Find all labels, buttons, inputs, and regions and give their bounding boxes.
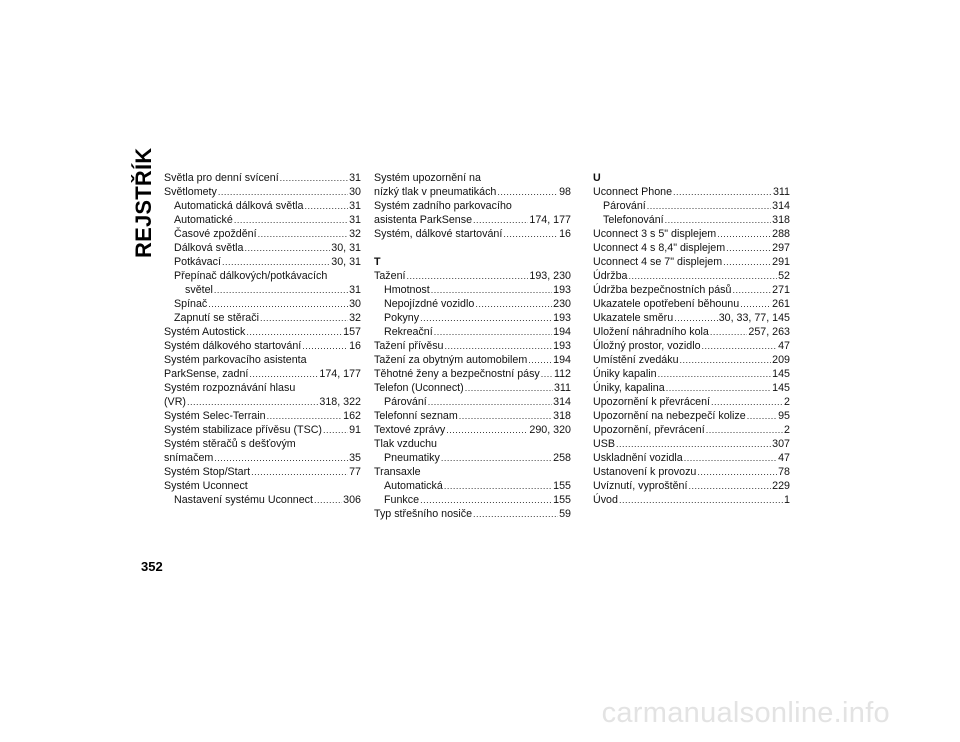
index-entry [593, 311, 790, 325]
index-entry-term: Upozornění na nebezpečí kolize [593, 410, 746, 422]
index-entry-term: Ukazatele opotřebení běhounu [593, 298, 740, 310]
index-entry [593, 227, 790, 241]
index-entry-term: Rekreační [384, 326, 433, 338]
index-entry [593, 269, 790, 283]
index-entry-pages: 77 [349, 466, 361, 478]
dot-leader [684, 451, 777, 465]
index-entry [593, 423, 790, 437]
index-entry-pages: 32 [349, 312, 361, 324]
dot-leader [302, 339, 348, 353]
index-entry-term: Textové zprávy [374, 424, 446, 436]
index-entry [164, 423, 361, 437]
index-entry [374, 227, 571, 241]
dot-leader [503, 227, 558, 241]
dot-leader [234, 213, 348, 227]
index-entry-term: Světla pro denní svícení [164, 172, 279, 184]
index-entry-pages: 258 [553, 452, 571, 464]
index-entry-term: Systém, dálkové startování [374, 228, 503, 240]
index-entry [593, 297, 790, 311]
index-entry-pages: 47 [778, 452, 790, 464]
index-entry [593, 381, 790, 395]
index-entry [374, 381, 571, 395]
index-entry [593, 451, 790, 465]
index-entry-term: Pneumatiky [384, 452, 440, 464]
index-entry [164, 199, 361, 213]
index-entry [593, 283, 790, 297]
index-entry-pages: 95 [778, 410, 790, 422]
index-entry-pages: 290, 320 [529, 424, 571, 436]
index-entry-term: Nastavení systému Uconnect [174, 494, 314, 506]
dot-leader [208, 297, 348, 311]
index-entry-pages: 31 [349, 284, 361, 296]
index-entry-pages: 193, 230 [529, 270, 571, 282]
index-entry-term: Automatické [174, 214, 233, 226]
dot-leader [541, 367, 553, 381]
index-entry-pages: 32 [349, 228, 361, 240]
index-entry-pages: 306 [343, 494, 361, 506]
section-side-title: REJSTŘÍK [131, 147, 156, 258]
index-entry-term: Uskladnění vozidla [593, 452, 683, 464]
watermark: carmanualsonline.info [601, 697, 890, 729]
index-entry-pages: 31 [349, 214, 361, 226]
index-entry-term: Systém Autostick [164, 326, 246, 338]
dot-leader [305, 199, 349, 213]
index-entry [374, 353, 571, 367]
index-entry-pages: 311 [553, 382, 571, 394]
dot-leader [246, 325, 342, 339]
index-entry-pages: 91 [349, 424, 361, 436]
dot-leader [258, 227, 349, 241]
index-entry [593, 409, 790, 423]
index-entry-pages: 31 [349, 200, 361, 212]
index-entry-term: Úniky kapalin [593, 368, 657, 380]
index-entry [374, 185, 571, 199]
index-entry-term: Úvod [593, 494, 618, 506]
dot-leader [706, 423, 783, 437]
dot-leader [420, 493, 552, 507]
index-entry [374, 479, 571, 493]
dot-leader [497, 185, 558, 199]
dot-leader [628, 269, 777, 283]
index-entry [593, 479, 790, 493]
dot-leader [434, 325, 552, 339]
dot-leader [711, 395, 783, 409]
index-entry-term: Systém dálkového startování [164, 340, 302, 352]
index-entry-pages: 174, 177 [529, 214, 571, 226]
index-entry [374, 311, 571, 325]
dot-leader [473, 507, 558, 521]
index-entry [374, 423, 571, 437]
index-entry-term: světel [185, 284, 213, 296]
dot-leader [428, 395, 552, 409]
index-entry-term: asistenta ParkSense [374, 214, 473, 226]
index-entry-term: Upozornění k převrácení [593, 396, 711, 408]
index-entry-term: Úniky, kapalina [593, 382, 665, 394]
dot-leader [528, 353, 552, 367]
index-entry-term: Systém stabilizace přívěsu (TSC) [164, 424, 322, 436]
index-entry-term: Nepojízdné vozidlo [384, 298, 475, 310]
dot-leader [431, 283, 552, 297]
dot-leader [680, 353, 772, 367]
index-entry-pages: 318 [553, 410, 571, 422]
index-entry-term: Upozornění, převrácení [593, 424, 705, 436]
index-column-1 [164, 171, 361, 507]
dot-leader [475, 297, 552, 311]
index-entry-term: Automatická [384, 480, 443, 492]
dot-leader [249, 367, 318, 381]
dot-leader [214, 283, 348, 297]
index-entry-pages: 162 [343, 410, 361, 422]
dot-leader [323, 423, 348, 437]
dot-leader [658, 367, 772, 381]
index-entry-term: Časové zpoždění [174, 228, 257, 240]
index-entry-term: Spínač [174, 298, 208, 310]
index-entry-pages: 194 [553, 326, 571, 338]
index-entry-term: Uconnect Phone [593, 186, 673, 198]
dot-leader [647, 199, 771, 213]
index-entry-term: Telefonování [603, 214, 664, 226]
index-entry [374, 339, 571, 353]
index-entry-pages: 291 [772, 256, 790, 268]
index-entry-term: Potkávací [174, 256, 221, 268]
index-entry-term: Telefonní seznam [374, 410, 458, 422]
index-entry-term: Tažení přívěsu [374, 340, 444, 352]
dot-leader [441, 451, 552, 465]
index-entry-term: Uconnect 3 s 5" displejem [593, 228, 717, 240]
index-entry [164, 297, 361, 311]
index-entry-pages: 16 [349, 340, 361, 352]
index-entry [374, 269, 571, 283]
index-entry-term: Uložení náhradního kola [593, 326, 709, 338]
index-entry [374, 493, 571, 507]
index-entry [374, 507, 571, 521]
index-entry-pages: 297 [772, 242, 790, 254]
index-entry-pages: 1 [784, 494, 790, 506]
index-entry [164, 367, 361, 381]
dot-leader [218, 185, 348, 199]
index-entry [164, 339, 361, 353]
index-entry-text-line: Přepínač dálkových/potkávacích [174, 270, 328, 282]
dot-leader [446, 423, 528, 437]
index-entry [374, 451, 571, 465]
index-entry-pages: 112 [553, 368, 571, 380]
index-entry-pages: 155 [553, 480, 571, 492]
index-entry-term: nízký tlak v pneumatikách [374, 186, 497, 198]
index-entry [593, 325, 790, 339]
dot-leader [723, 255, 771, 269]
dot-leader [616, 437, 771, 451]
index-entry-term: Hmotnost [384, 284, 430, 296]
dot-leader [740, 297, 771, 311]
dot-leader [697, 465, 777, 479]
index-entry [593, 255, 790, 269]
dot-leader [245, 241, 331, 255]
index-entry-term: Světlomety [164, 186, 217, 198]
index-entry [593, 353, 790, 367]
index-entry [164, 185, 361, 199]
index-entry [164, 171, 361, 185]
index-entry-pages: 98 [559, 186, 571, 198]
dot-leader [314, 493, 342, 507]
index-entry-term: Párování [384, 396, 427, 408]
dot-leader [445, 339, 553, 353]
index-entry-pages: 30, 33, 77, 145 [718, 312, 790, 324]
index-entry [374, 297, 571, 311]
index-entry-term: snímačem [164, 452, 214, 464]
index-entry-text-line: Systém stěračů s dešťovým [164, 438, 296, 450]
dot-leader [267, 409, 343, 423]
index-entry [164, 493, 361, 507]
index-entry-term: Funkce [384, 494, 420, 506]
dot-leader [688, 479, 771, 493]
dot-leader [673, 185, 772, 199]
dot-leader [665, 213, 772, 227]
index-entry-pages: 2 [784, 424, 790, 436]
index-letter-heading: T [374, 256, 381, 268]
index-entry-term: Systém Selec-Terrain [164, 410, 266, 422]
index-entry-term: Zapnutí se stěrači [174, 312, 259, 324]
index-entry-pages: 155 [553, 494, 571, 506]
index-entry [593, 199, 790, 213]
index-entry-term: Ustanovení k provozu [593, 466, 697, 478]
index-entry-term: (VR) [164, 396, 186, 408]
index-letter-heading: U [593, 172, 601, 184]
index-entry-pages: 174, 177 [319, 368, 361, 380]
index-entry-pages: 194 [553, 354, 571, 366]
dot-leader [473, 213, 528, 227]
index-entry [593, 437, 790, 451]
dot-leader [702, 339, 778, 353]
index-entry-text-line: Systém zadního parkovacího [374, 200, 512, 212]
index-entry-pages: 314 [772, 200, 790, 212]
index-entry-pages: 314 [553, 396, 571, 408]
index-entry-term: Ukazatele směru [593, 312, 674, 324]
dot-leader [666, 381, 771, 395]
index-entry-pages: 318, 322 [319, 396, 361, 408]
index-entry-term: Umístění zvedáku [593, 354, 679, 366]
dot-leader [726, 241, 771, 255]
index-entry-pages: 35 [349, 452, 361, 464]
index-entry-pages: 157 [343, 326, 361, 338]
index-entry-pages: 261 [772, 298, 790, 310]
index-entry-pages: 16 [559, 228, 571, 240]
dot-leader [717, 227, 771, 241]
index-entry-pages: 311 [772, 186, 790, 198]
index-entry-pages: 271 [772, 284, 790, 296]
index-entry-term: Párování [603, 200, 646, 212]
index-entry-pages: 78 [778, 466, 790, 478]
index-entry-term: Údržba [593, 270, 628, 282]
dot-leader [747, 409, 777, 423]
dot-leader [251, 465, 348, 479]
index-entry-text-line: Transaxle [374, 466, 421, 478]
index-entry-term: Systém Stop/Start [164, 466, 251, 478]
index-entry [164, 213, 361, 227]
index-entry-text-line: Systém Uconnect [164, 480, 248, 492]
index-entry-term: USB [593, 438, 615, 450]
index-entry-term: Úložný prostor, vozidlo [593, 340, 701, 352]
index-entry-pages: 193 [553, 312, 571, 324]
index-entry [374, 409, 571, 423]
index-entry [374, 395, 571, 409]
index-entry-term: ParkSense, zadní [164, 368, 249, 380]
index-entry [593, 493, 790, 507]
dot-leader [214, 451, 348, 465]
index-entry-term: Pokyny [384, 312, 420, 324]
dot-leader [260, 311, 348, 325]
index-entry [374, 213, 571, 227]
index-entry [164, 241, 361, 255]
index-entry-pages: 257, 263 [748, 326, 790, 338]
index-entry-pages: 145 [772, 382, 790, 394]
index-gap [374, 241, 571, 255]
index-entry-pages: 209 [772, 354, 790, 366]
index-entry [593, 185, 790, 199]
index-entry-pages: 229 [772, 480, 790, 492]
page-number: 352 [141, 559, 163, 574]
index-entry [164, 451, 361, 465]
index-entry [593, 241, 790, 255]
index-entry-term: Dálková světla [174, 242, 244, 254]
index-entry-text-line: Systém parkovacího asistenta [164, 354, 307, 366]
index-entry [164, 227, 361, 241]
index-entry-term: Automatická dálková světla [174, 200, 304, 212]
index-entry [374, 283, 571, 297]
index-entry [593, 465, 790, 479]
index-entry-pages: 145 [772, 368, 790, 380]
index-entry-pages: 193 [553, 340, 571, 352]
index-entry-pages: 193 [553, 284, 571, 296]
index-entry [593, 395, 790, 409]
index-entry-pages: 30 [349, 186, 361, 198]
index-column-3 [593, 171, 790, 507]
index-entry [374, 325, 571, 339]
dot-leader [420, 311, 552, 325]
index-entry-text-line: Systém rozpoznávání hlasu [164, 382, 296, 394]
dot-leader [187, 395, 318, 409]
dot-leader [280, 171, 348, 185]
dot-leader [674, 311, 717, 325]
index-entry [593, 213, 790, 227]
dot-leader [459, 409, 552, 423]
index-entry-pages: 318 [772, 214, 790, 226]
index-entry-text-line: Systém upozornění na [374, 172, 481, 184]
dot-leader [732, 283, 771, 297]
index-entry [164, 465, 361, 479]
index-entry-term: Uconnect 4 s 8,4" displejem [593, 242, 726, 254]
dot-leader [465, 381, 553, 395]
index-entry-term: Typ střešního nosiče [374, 508, 473, 520]
index-entry [164, 325, 361, 339]
index-entry-pages: 30, 31 [331, 242, 361, 254]
index-entry [593, 367, 790, 381]
dot-leader [407, 269, 529, 283]
index-entry-term: Uvíznutí, vyproštění [593, 480, 688, 492]
index-entry-text-line: Tlak vzduchu [374, 438, 437, 450]
dot-leader [710, 325, 748, 339]
dot-leader [222, 255, 330, 269]
index-entry-term: Uconnect 4 se 7" displejem [593, 256, 723, 268]
index-entry-term: Tažení za obytným automobilem [374, 354, 528, 366]
index-entry [164, 409, 361, 423]
index-column-2 [374, 171, 571, 521]
index-entry-pages: 307 [772, 438, 790, 450]
index-entry [593, 339, 790, 353]
index-entry-term: Tažení [374, 270, 406, 282]
index-entry-pages: 59 [559, 508, 571, 520]
index-entry-term: Těhotné ženy a bezpečnostní pásy [374, 368, 540, 380]
index-entry-term: Údržba bezpečnostních pásů [593, 284, 732, 296]
index-entry [164, 255, 361, 269]
index-entry-pages: 2 [784, 396, 790, 408]
index-entry [374, 367, 571, 381]
index-entry [164, 395, 361, 409]
index-entry-pages: 230 [553, 298, 571, 310]
index-entry-pages: 30 [349, 298, 361, 310]
index-entry-pages: 31 [349, 172, 361, 184]
index-entry-pages: 52 [778, 270, 790, 282]
index-entry-pages: 30, 31 [331, 256, 361, 268]
dot-leader [444, 479, 552, 493]
index-entry-pages: 288 [772, 228, 790, 240]
index-entry-pages: 47 [778, 340, 790, 352]
index-entry [164, 283, 361, 297]
dot-leader [619, 493, 783, 507]
index-entry [164, 311, 361, 325]
index-entry-term: Telefon (Uconnect) [374, 382, 464, 394]
